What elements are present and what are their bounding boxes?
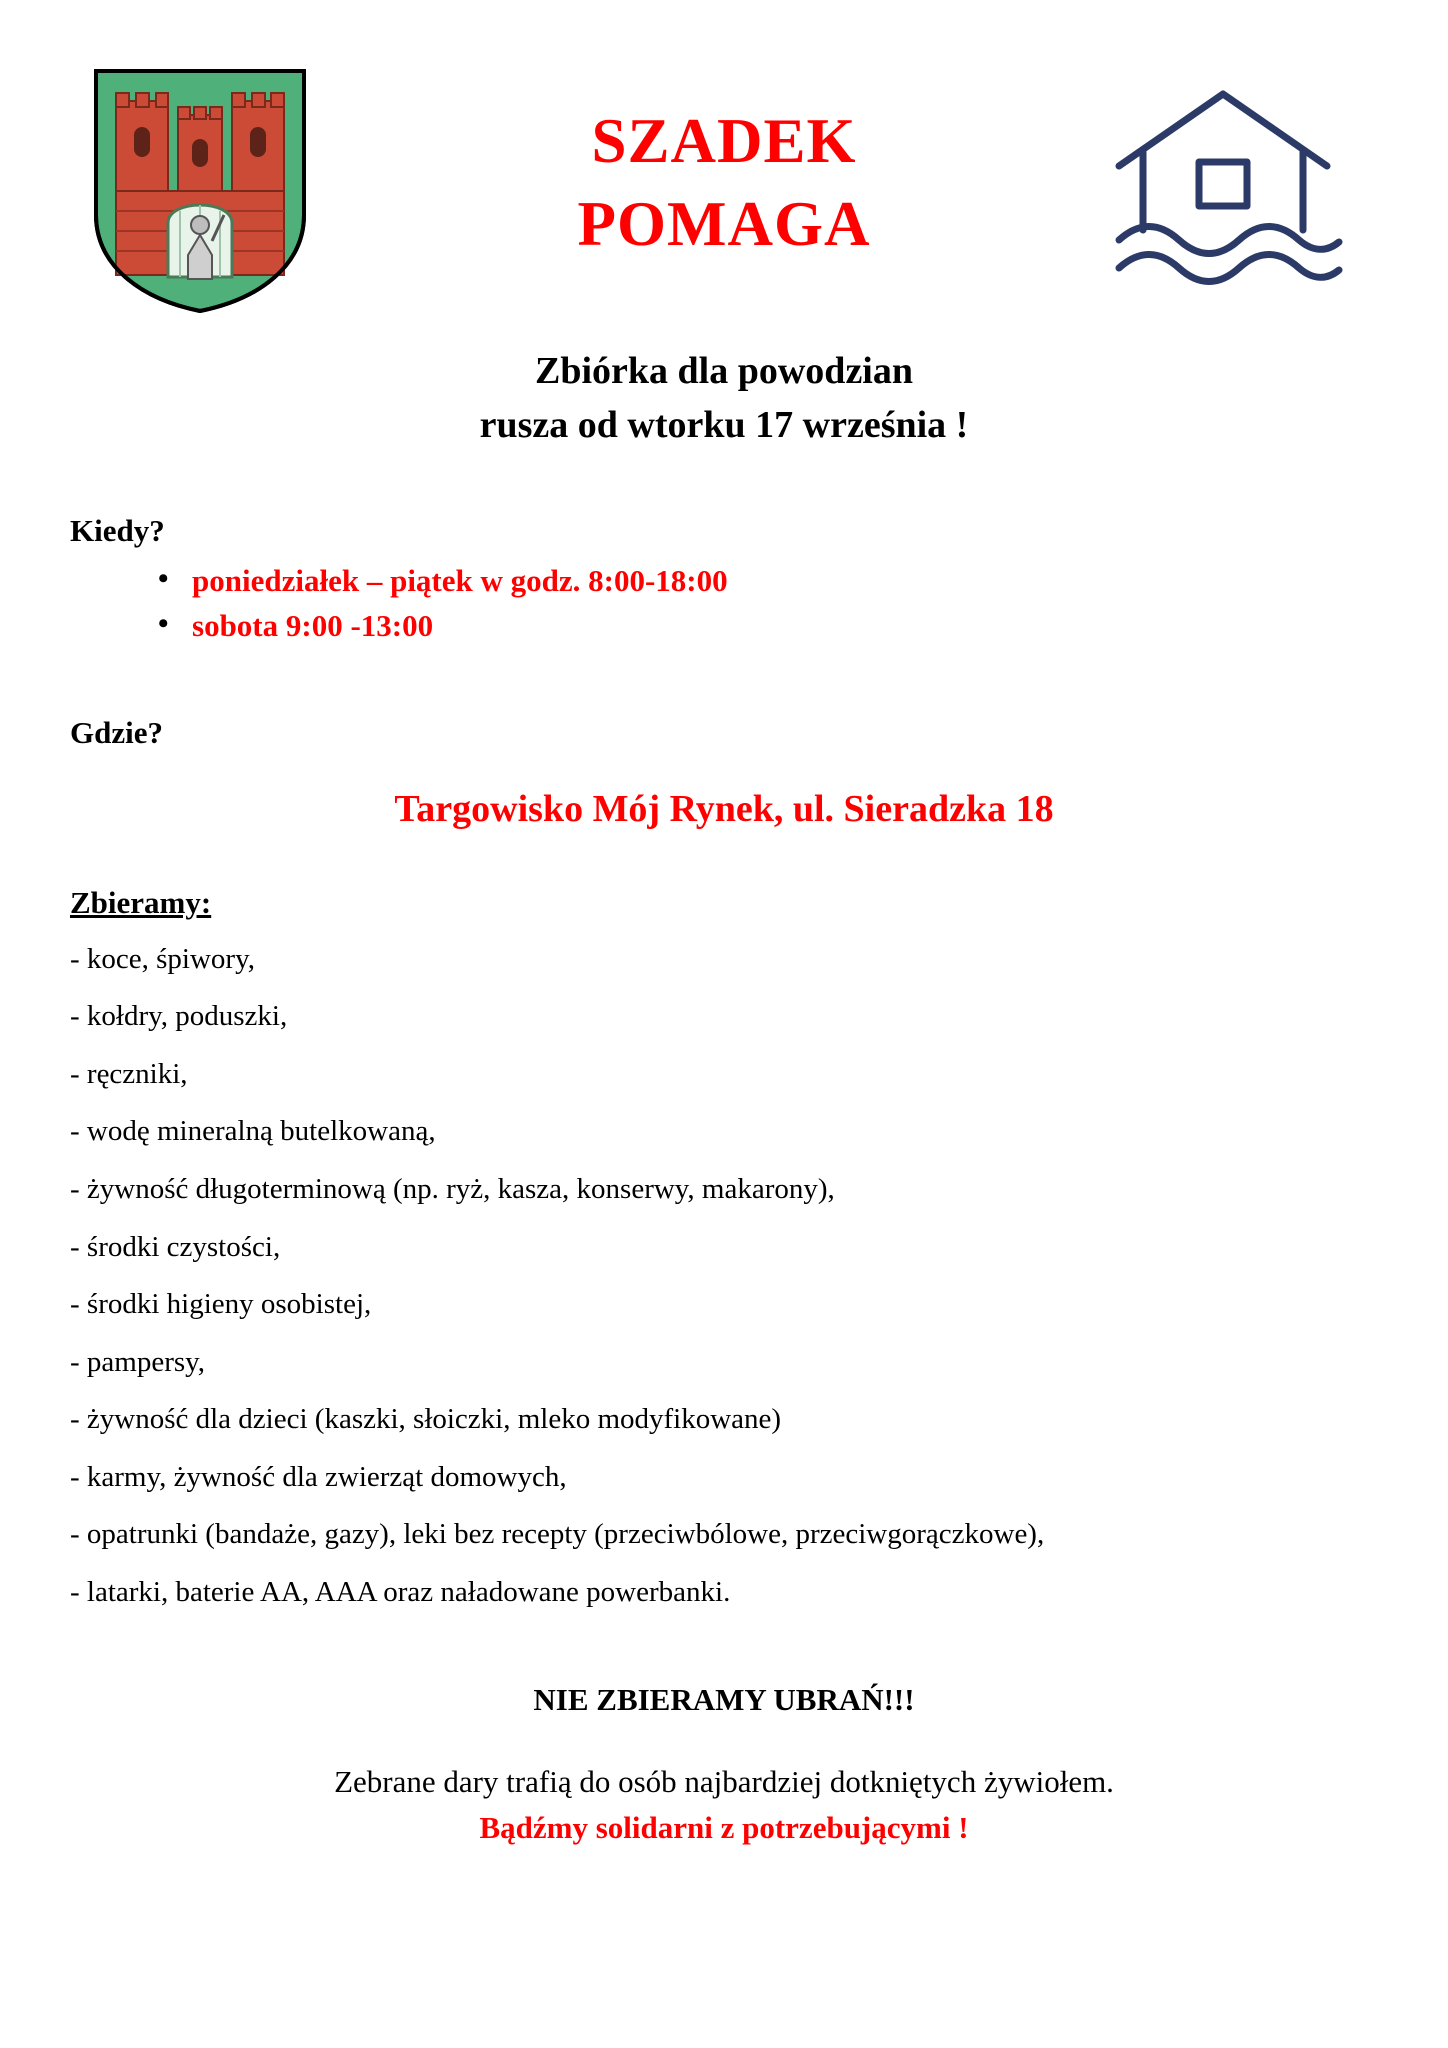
list-item: - środki higieny osobistej,	[70, 1288, 372, 1321]
list-item: - wodę mineralną butelkowaną,	[70, 1115, 436, 1148]
collection-address: Targowisko Mój Rynek, ul. Sieradzka 18	[394, 787, 1054, 830]
flooded-house-icon	[1103, 80, 1343, 300]
closing-call-to-action: Bądźmy solidarni z potrzebującymi !	[479, 1809, 969, 1845]
list-item: - koce, śpiwory,	[70, 942, 255, 975]
list-item: - ręczniki,	[70, 1057, 188, 1090]
when-label: Kiedy?	[70, 512, 165, 548]
collect-items-list	[70, 940, 1378, 1612]
list-item: - karmy, żywność dla zwierząt domowych,	[70, 1460, 567, 1493]
subtitle-line-2: rusza od wtorku 17 września !	[479, 403, 969, 446]
list-item: - latarki, baterie AA, AAA oraz naładowane powerbanki.	[70, 1575, 731, 1608]
list-item: - opatrunki (bandaże, gazy), leki bez recepty (przeciwbólowe, przeciwgorączkowe),	[70, 1518, 1045, 1551]
title-line-2: POMAGA	[577, 189, 871, 260]
list-item: - żywność dla dzieci (kaszki, słoiczki, mleko modyfikowane)	[70, 1403, 782, 1436]
poster-header	[70, 55, 1378, 355]
poster-subtitle	[70, 345, 1378, 453]
hours-list	[70, 559, 1378, 649]
subtitle-line-1: Zbiórka dla powodzian	[535, 350, 913, 392]
list-item: - pampersy,	[70, 1345, 206, 1378]
list-item: - żywność długoterminową (np. ryż, kasza, konserwy, makarony),	[70, 1173, 835, 1206]
collect-label: Zbieramy:	[70, 884, 212, 920]
list-item: • poniedziałek – piątek w godz. 8:00-18:00	[192, 559, 1378, 604]
list-item: • sobota 9:00 -13:00	[192, 604, 1378, 649]
no-clothes-notice: NIE ZBIERAMY UBRAŃ!!!	[533, 1681, 915, 1717]
title-line-1: SZADEK	[591, 106, 857, 176]
list-item: - kołdry, poduszki,	[70, 1000, 288, 1033]
where-label: Gdzie?	[70, 714, 163, 750]
list-item: - środki czystości,	[70, 1230, 281, 1263]
closing-text: Zebrane dary trafią do osób najbardziej dotkniętych żywiołem.	[334, 1763, 1114, 1799]
